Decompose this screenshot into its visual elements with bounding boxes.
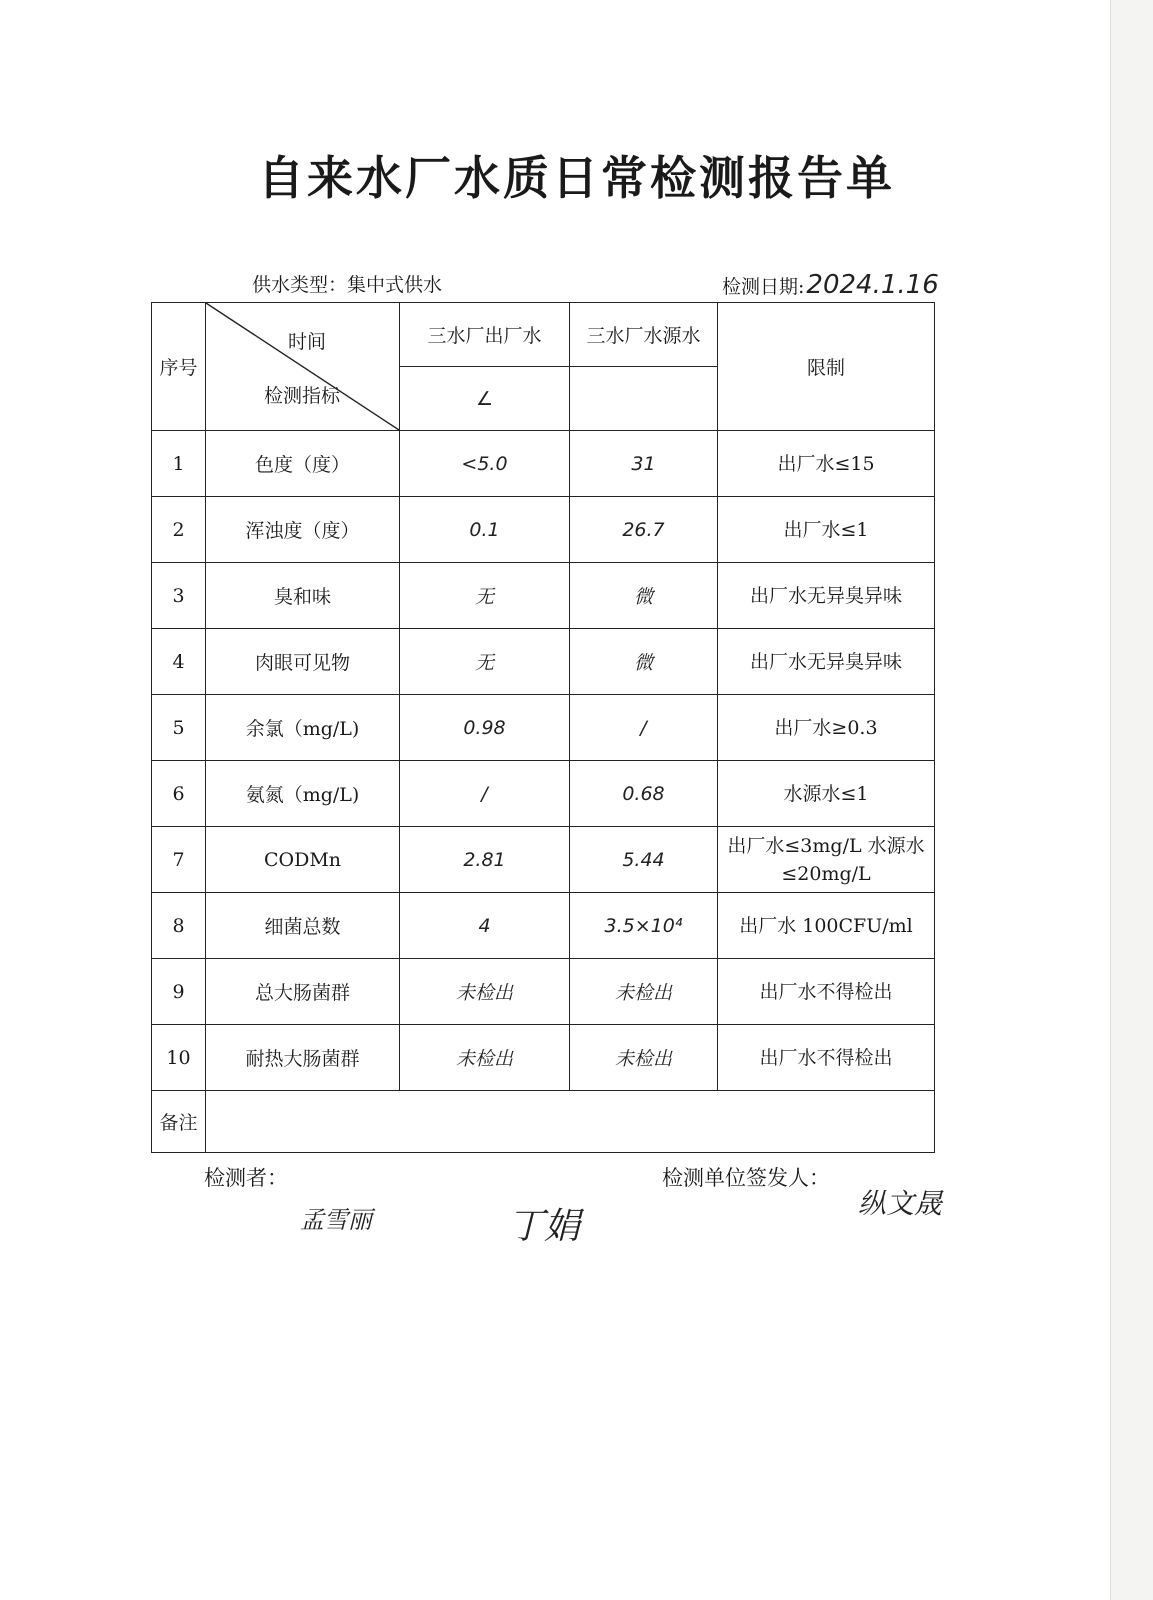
table-row — [152, 629, 935, 695]
row-number: 4 — [152, 629, 206, 695]
table-row — [152, 761, 935, 827]
header-outlet: 三水厂出厂水 — [400, 303, 570, 367]
row-limit: 出厂水≤3mg/L 水源水≤20mg/L — [718, 827, 935, 893]
test-date — [722, 270, 939, 300]
row-indicator: 浑浊度（度） — [206, 497, 400, 563]
header-source: 三水厂水源水 — [570, 303, 718, 367]
outlet-subheader: ∠ — [400, 367, 570, 431]
row-source-value: 0.68 — [570, 761, 718, 827]
row-source-value: 未检出 — [570, 959, 718, 1025]
row-number: 8 — [152, 893, 206, 959]
row-outlet-value: 无 — [400, 563, 570, 629]
row-indicator: CODMn — [206, 827, 400, 893]
row-limit: 出厂水不得检出 — [718, 959, 935, 1025]
table-row — [152, 563, 935, 629]
report-title: 自来水厂水质日常检测报告单 — [258, 151, 895, 205]
row-source-value: 31 — [570, 431, 718, 497]
row-limit: 出厂水不得检出 — [718, 1025, 935, 1091]
row-outlet-value: 未检出 — [400, 959, 570, 1025]
header-indicator: 检测指标 — [264, 385, 341, 407]
supply-type — [252, 270, 442, 297]
row-indicator: 总大肠菌群 — [206, 959, 400, 1025]
row-number: 2 — [152, 497, 206, 563]
row-source-value: 3.5×10⁴ — [570, 893, 718, 959]
issuer-label: 检测单位签发人： — [662, 1166, 830, 1190]
row-outlet-value: / — [400, 761, 570, 827]
diagonal-line — [206, 303, 399, 430]
row-indicator: 细菌总数 — [206, 893, 400, 959]
row-indicator: 氨氮（mg/L) — [206, 761, 400, 827]
tester-signature-1: 孟雪丽 — [300, 1206, 372, 1234]
table-row — [152, 893, 935, 959]
row-source-value: 26.7 — [570, 497, 718, 563]
row-number: 10 — [152, 1025, 206, 1091]
row-number: 5 — [152, 695, 206, 761]
row-number: 7 — [152, 827, 206, 893]
row-limit: 水源水≤1 — [718, 761, 935, 827]
table-row — [152, 497, 935, 563]
row-outlet-value: 无 — [400, 629, 570, 695]
quality-table — [151, 302, 935, 1153]
row-indicator: 肉眼可见物 — [206, 629, 400, 695]
table-row — [152, 1025, 935, 1091]
header-time: 时间 — [288, 331, 327, 353]
row-source-value: 5.44 — [570, 827, 718, 893]
row-limit: 出厂水无异臭异味 — [718, 563, 935, 629]
row-source-value: 微 — [570, 629, 718, 695]
header-seq: 序号 — [152, 303, 206, 431]
remark-row — [152, 1091, 935, 1153]
row-outlet-value: 4 — [400, 893, 570, 959]
row-limit: 出厂水≥0.3 — [718, 695, 935, 761]
row-number: 3 — [152, 563, 206, 629]
tester-label: 检测者： — [204, 1166, 288, 1190]
test-date-label: 检测日期: — [722, 276, 805, 298]
header-limit: 限制 — [718, 303, 935, 431]
row-indicator: 臭和味 — [206, 563, 400, 629]
row-indicator: 耐热大肠菌群 — [206, 1025, 400, 1091]
row-limit: 出厂水≤15 — [718, 431, 935, 497]
supply-type-label: 供水类型： — [252, 274, 348, 296]
supply-type-value: 集中式供水 — [347, 274, 443, 296]
table-header-row — [152, 303, 935, 367]
row-indicator: 余氯（mg/L) — [206, 695, 400, 761]
remark-label: 备注 — [152, 1091, 206, 1153]
table-row — [152, 695, 935, 761]
table-row — [152, 431, 935, 497]
issuer-signature: 纵文晟 — [858, 1187, 943, 1220]
row-outlet-value: 2.81 — [400, 827, 570, 893]
row-outlet-value: <5.0 — [400, 431, 570, 497]
row-outlet-value: 0.98 — [400, 695, 570, 761]
row-number: 6 — [152, 761, 206, 827]
row-number: 9 — [152, 959, 206, 1025]
row-source-value: / — [570, 695, 718, 761]
row-limit: 出厂水≤1 — [718, 497, 935, 563]
header-diagonal-cell — [206, 303, 400, 431]
row-outlet-value: 0.1 — [400, 497, 570, 563]
row-indicator: 色度（度） — [206, 431, 400, 497]
row-source-value: 未检出 — [570, 1025, 718, 1091]
row-outlet-value: 未检出 — [400, 1025, 570, 1091]
row-source-value: 微 — [570, 563, 718, 629]
row-limit: 出厂水 100CFU/ml — [718, 893, 935, 959]
row-limit: 出厂水无异臭异味 — [718, 629, 935, 695]
remark-value — [206, 1091, 935, 1153]
table-row — [152, 827, 935, 893]
test-date-value: 2024.1.16 — [806, 270, 939, 300]
tester-signature-2: 丁娟 — [508, 1206, 581, 1247]
row-number: 1 — [152, 431, 206, 497]
source-subheader — [570, 367, 718, 431]
table-row — [152, 959, 935, 1025]
